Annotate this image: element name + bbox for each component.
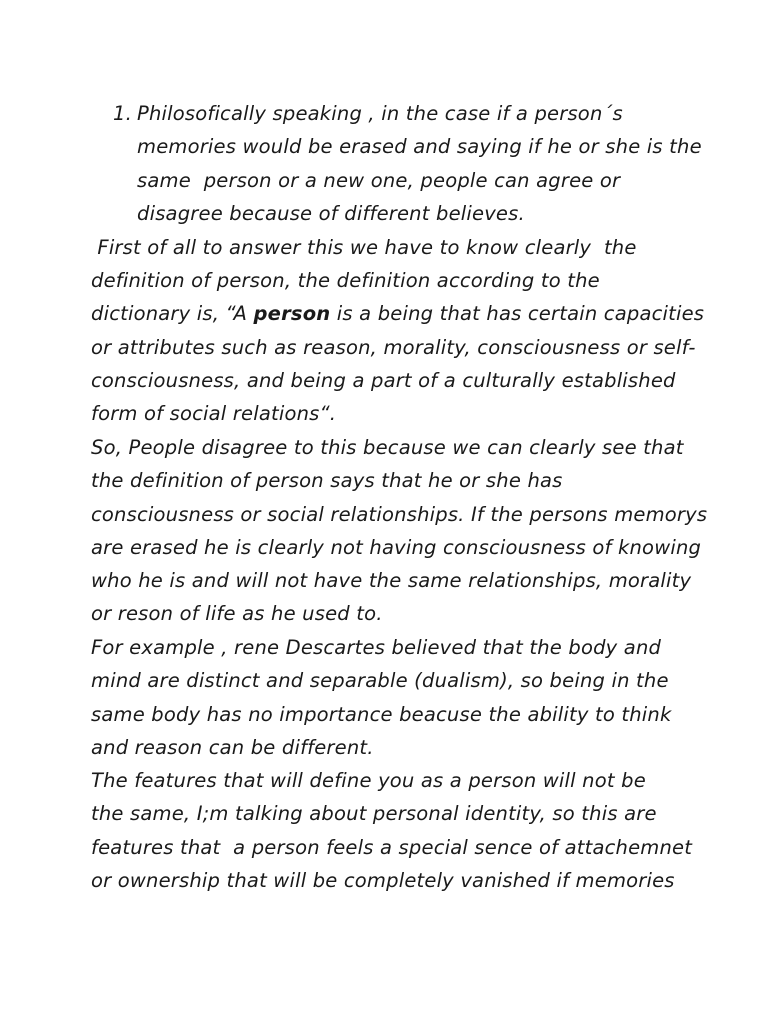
body-line-6: form of social relations“. xyxy=(91,402,337,425)
body-line-9: consciousness or social relationships. If the persons memorys xyxy=(91,503,708,526)
list-item-line-3: same person or a new one, people can agree or xyxy=(137,169,621,192)
body-line-19: features that a person feels a special sence of attachemnet xyxy=(91,836,693,859)
body-line-10: are erased he is clearly not having consciousness of knowing xyxy=(91,536,702,559)
list-item-line-2: memories would be erased and saying if he or she is the xyxy=(137,135,702,158)
body-line-15: same body has no importance beacuse the ability to think xyxy=(91,703,672,726)
body-line-5: consciousness, and being a part of a culturally established xyxy=(91,369,676,392)
body-line-3 xyxy=(91,302,704,326)
body-line-13: For example , rene Descartes believed that the body and xyxy=(91,636,662,659)
bold-term-person: person xyxy=(253,302,331,325)
body-line-16: and reason can be different. xyxy=(91,736,374,759)
body-line-17: The features that will define you as a person will not be xyxy=(91,769,646,792)
body-line-8: the definition of person says that he or she has xyxy=(91,469,563,492)
body-line-1: First of all to answer this we have to know clearly the xyxy=(91,236,637,259)
body-line-20: or ownership that will be completely vanished if memories xyxy=(91,869,675,892)
body-line-4: or attributes such as reason, morality, consciousness or self- xyxy=(91,336,696,359)
list-item-line-1: Philosofically speaking , in the case if a person´s xyxy=(137,102,623,125)
list-item-line-4: disagree because of different believes. xyxy=(137,202,525,225)
body-line-11: who he is and will not have the same relationships, morality xyxy=(91,569,692,592)
body-line-12: or reson of life as he used to. xyxy=(91,602,383,625)
body-line-3-end: is a being that has certain capacities xyxy=(330,302,705,325)
body-line-14: mind are distinct and separable (dualism), so being in the xyxy=(91,669,669,692)
body-line-7: So, People disagree to this because we can clearly see that xyxy=(91,436,684,459)
list-item-number: 1. xyxy=(113,102,133,125)
body-line-18: the same, I;m talking about personal identity, so this are xyxy=(91,802,657,825)
body-line-3-start: dictionary is, “A xyxy=(91,302,254,325)
body-line-2: definition of person, the definition according to the xyxy=(91,269,600,292)
